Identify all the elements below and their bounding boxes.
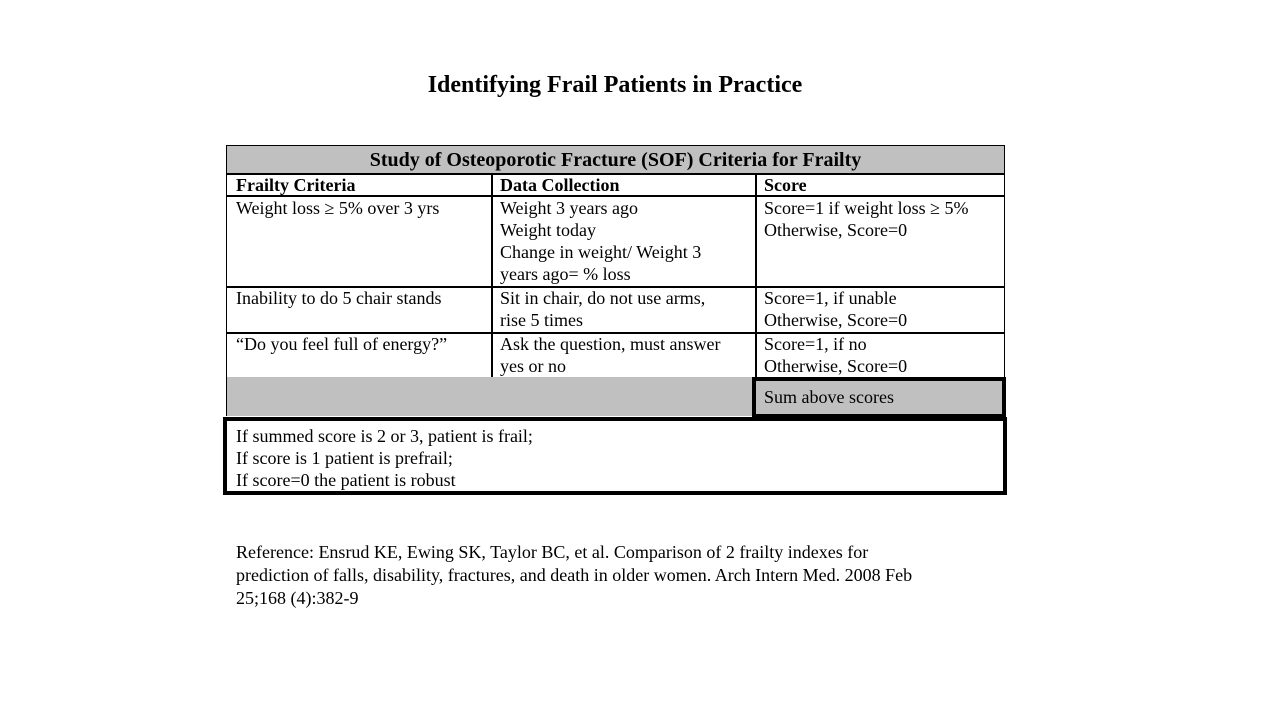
cell-text: Ask the question, must answer	[500, 334, 721, 354]
interpretation-line: If score=0 the patient is robust	[236, 470, 456, 490]
table-row-2-criteria	[236, 287, 441, 309]
cell-text: Otherwise, Score=0	[764, 356, 908, 376]
cell-text: yes or no	[500, 356, 566, 376]
table-row-2-score	[764, 287, 907, 331]
table-row-2-data-collection	[500, 287, 705, 331]
cell-text: rise 5 times	[500, 310, 583, 330]
cell-text: years ago= % loss	[500, 264, 631, 284]
column-divider	[755, 173, 757, 379]
cell-text: Weight loss ≥ 5% over 3 yrs	[236, 198, 440, 218]
cell-text: Sit in chair, do not use arms,	[500, 288, 706, 308]
table-row-1-criteria	[236, 197, 439, 219]
table-row-3-score	[764, 333, 907, 377]
cell-text: Otherwise, Score=0	[764, 310, 908, 330]
reference-citation	[236, 541, 996, 610]
reference-line: Reference: Ensrud KE, Ewing SK, Taylor BC, et al. Comparison of 2 frailty indexes for	[236, 542, 869, 562]
sum-scores-cell	[752, 377, 1006, 418]
header-score: Score	[764, 175, 807, 195]
column-divider	[491, 173, 493, 379]
cell-text: Score=1 if weight loss ≥ 5%	[764, 198, 969, 218]
interpretation-line: If score is 1 patient is prefrail;	[236, 448, 453, 468]
header-frailty-criteria: Frailty Criteria	[236, 175, 356, 195]
table-row-1-score	[764, 197, 969, 241]
table-row-3-criteria	[236, 333, 447, 355]
table-caption: Study of Osteoporotic Fracture (SOF) Criteria for Frailty	[227, 146, 1004, 173]
cell-text: Weight 3 years ago	[500, 198, 639, 218]
cell-text: “Do you feel full of energy?”	[236, 334, 448, 354]
cell-text: Weight today	[500, 220, 597, 240]
sum-row-shaded-cell	[226, 377, 755, 416]
table-row-1-data-collection	[500, 197, 701, 285]
cell-text: Score=1, if no	[764, 334, 867, 354]
cell-text: Change in weight/ Weight 3	[500, 242, 702, 262]
reference-line: prediction of falls, disability, fractures, and death in older women. Arch Intern Med. 2008 Feb	[236, 565, 913, 585]
reference-line: 25;168 (4):382-9	[236, 588, 359, 608]
page-title: Identifying Frail Patients in Practice	[427, 72, 803, 98]
sum-scores-label: Sum above scores	[764, 387, 894, 407]
cell-text: Inability to do 5 chair stands	[236, 288, 442, 308]
table-row-3-data-collection	[500, 333, 720, 377]
interpretation-line: If summed score is 2 or 3, patient is frail;	[236, 426, 533, 446]
interpretation-box	[223, 417, 1007, 495]
cell-text: Score=1, if unable	[764, 288, 897, 308]
cell-text: Otherwise, Score=0	[764, 220, 908, 240]
sof-criteria-table	[226, 145, 1005, 378]
header-data-collection: Data Collection	[500, 175, 620, 195]
